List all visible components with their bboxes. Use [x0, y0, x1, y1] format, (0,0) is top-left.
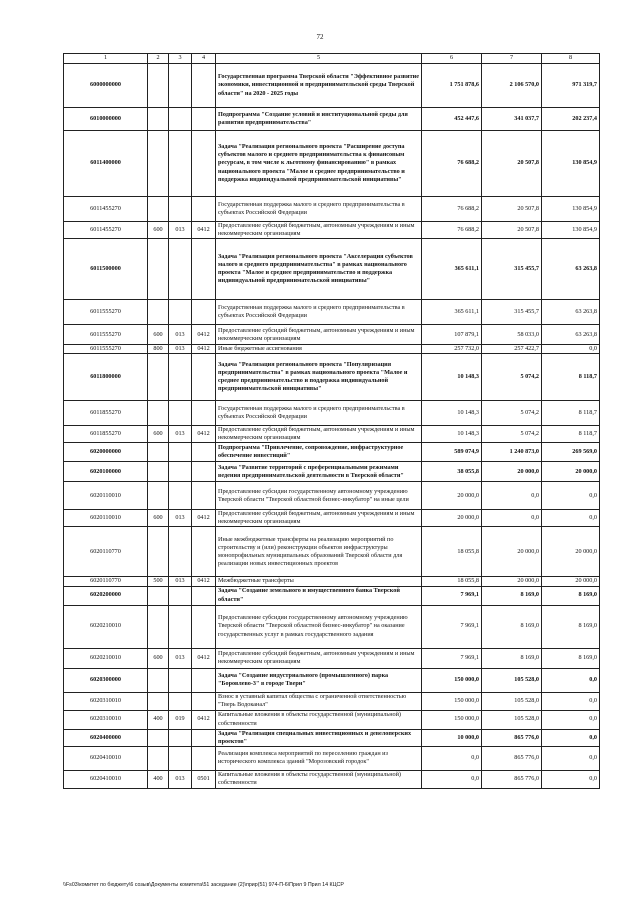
- c4-cell: [192, 586, 216, 605]
- value-col6-cell: 20 000,0: [422, 510, 482, 527]
- value-col8-cell: 130 854,9: [542, 197, 600, 222]
- c2-cell: [148, 729, 169, 746]
- c4-cell: 0412: [192, 510, 216, 527]
- value-col7-cell: 0,0: [482, 482, 542, 510]
- c2-cell: [148, 443, 169, 462]
- table-row: [64, 222, 600, 239]
- c2-cell: 600: [148, 510, 169, 527]
- c4-cell: 0412: [192, 345, 216, 354]
- description-cell: Межбюджетные трансферты: [216, 577, 422, 586]
- c3-cell: 013: [169, 648, 192, 668]
- code-cell: 6020200000: [64, 586, 148, 605]
- table-row: [64, 131, 600, 197]
- table-row: [64, 710, 600, 729]
- description-cell: Подпрограмма "Привлечение, сопровождение, инфраструктурное обеспечение инвестиций": [216, 443, 422, 462]
- value-col6-cell: 10 000,0: [422, 729, 482, 746]
- page-number: 72: [316, 33, 324, 41]
- value-col6-cell: 365 611,1: [422, 300, 482, 325]
- c3-cell: [169, 605, 192, 648]
- c2-cell: [148, 239, 169, 300]
- code-cell: 6020110010: [64, 482, 148, 510]
- c3-cell: 013: [169, 222, 192, 239]
- description-cell: Государственная поддержка малого и среднего предпринимательства в субъектах Российской Федерации: [216, 401, 422, 426]
- value-col7-cell: 105 528,0: [482, 668, 542, 692]
- description-cell: Задача "Реализация регионального проекта "Популяризация предпринимательства" в рамках национального проекта "Малое и среднее предпринимательство и поддержка индивидуальной предпринимательской инициативы": [216, 354, 422, 401]
- value-col7-cell: 341 037,7: [482, 108, 542, 131]
- c2-cell: [148, 197, 169, 222]
- c3-cell: [169, 108, 192, 131]
- c2-cell: 500: [148, 577, 169, 586]
- c2-cell: 800: [148, 345, 169, 354]
- value-col7-cell: 8 169,0: [482, 648, 542, 668]
- description-cell: Предоставление субсидии государственному автономному учреждению Тверской области "Тверской областной бизнес-инкубатор" на иные цели: [216, 482, 422, 510]
- c2-cell: [148, 401, 169, 426]
- table-row: [64, 345, 600, 354]
- value-col8-cell: 8 118,7: [542, 426, 600, 443]
- c4-cell: [192, 527, 216, 577]
- value-col8-cell: 130 854,9: [542, 131, 600, 197]
- code-cell: 6020300000: [64, 668, 148, 692]
- header-cell: 1: [64, 54, 148, 64]
- c3-cell: 013: [169, 426, 192, 443]
- value-col6-cell: 1 751 878,6: [422, 64, 482, 108]
- value-col8-cell: 0,0: [542, 345, 600, 354]
- value-col6-cell: 0,0: [422, 770, 482, 788]
- c4-cell: [192, 668, 216, 692]
- value-col8-cell: 202 237,4: [542, 108, 600, 131]
- description-cell: Капитальные вложения в объекты государственной (муниципальной) собственности: [216, 710, 422, 729]
- value-col6-cell: 150 000,0: [422, 668, 482, 692]
- value-col8-cell: 0,0: [542, 710, 600, 729]
- table-row: [64, 668, 600, 692]
- description-cell: Иные межбюджетные трансферты на реализацию мероприятий по строительству и (или) реконструкции объектов инфраструктуры монопрофильных муниципальных образований Тверской области для реализации новых инвестиционных проектов: [216, 527, 422, 577]
- c2-cell: 600: [148, 222, 169, 239]
- value-col6-cell: 20 000,0: [422, 482, 482, 510]
- table-row: [64, 426, 600, 443]
- description-cell: Государственная поддержка малого и среднего предпринимательства в субъектах Российской Федерации: [216, 300, 422, 325]
- code-cell: 6020410010: [64, 746, 148, 770]
- value-col8-cell: 0,0: [542, 668, 600, 692]
- table-row: [64, 510, 600, 527]
- table-row: [64, 239, 600, 300]
- description-cell: Государственная программа Тверской области "Эффективное развитие экономики, инвестиционной и предпринимательской среды Тверской области" на 2020 - 2025 годы: [216, 64, 422, 108]
- c3-cell: [169, 462, 192, 482]
- table-row: [64, 527, 600, 577]
- c4-cell: [192, 108, 216, 131]
- description-cell: Взнос в уставный капитал общества с ограниченной ответственностью "Тверь Водоканал": [216, 692, 422, 710]
- c3-cell: [169, 729, 192, 746]
- value-col7-cell: 8 169,0: [482, 586, 542, 605]
- c3-cell: 019: [169, 710, 192, 729]
- table-row: [64, 443, 600, 462]
- description-cell: Государственная поддержка малого и среднего предпринимательства в субъектах Российской Федерации: [216, 197, 422, 222]
- value-col7-cell: 1 240 873,0: [482, 443, 542, 462]
- description-cell: Задача "Развитие территорий с преференциальными режимами ведения предпринимательской деятельности в Тверской области": [216, 462, 422, 482]
- value-col8-cell: 130 854,9: [542, 222, 600, 239]
- value-col7-cell: 5 074,2: [482, 426, 542, 443]
- c4-cell: [192, 746, 216, 770]
- value-col8-cell: 8 118,7: [542, 401, 600, 426]
- code-cell: 6011855270: [64, 401, 148, 426]
- c2-cell: [148, 64, 169, 108]
- table-row: [64, 108, 600, 131]
- value-col8-cell: 8 118,7: [542, 354, 600, 401]
- budget-table: [63, 53, 600, 789]
- value-col6-cell: 10 148,3: [422, 426, 482, 443]
- description-cell: Иные бюджетные ассигнования: [216, 345, 422, 354]
- value-col6-cell: 589 074,9: [422, 443, 482, 462]
- file-path-footer: \\Fs03\комитет по бюджету\6 созыв\Документы комитета\51 заседание (2)\прир(51) 974-П-6\Прил 9 Прил 14 КЦСР: [63, 882, 344, 888]
- c4-cell: [192, 401, 216, 426]
- c4-cell: [192, 692, 216, 710]
- code-cell: 6020110770: [64, 577, 148, 586]
- value-col7-cell: 2 106 570,0: [482, 64, 542, 108]
- c3-cell: [169, 443, 192, 462]
- header-cell: 5: [216, 54, 422, 64]
- c4-cell: [192, 605, 216, 648]
- c3-cell: [169, 354, 192, 401]
- c2-cell: 400: [148, 770, 169, 788]
- table-row: [64, 746, 600, 770]
- header-cell: 6: [422, 54, 482, 64]
- value-col7-cell: 20 507,8: [482, 131, 542, 197]
- table-row: [64, 605, 600, 648]
- value-col8-cell: 0,0: [542, 746, 600, 770]
- value-col7-cell: 865 776,0: [482, 746, 542, 770]
- c3-cell: 013: [169, 325, 192, 345]
- c4-cell: [192, 64, 216, 108]
- value-col7-cell: 105 528,0: [482, 710, 542, 729]
- code-cell: 6011555270: [64, 345, 148, 354]
- description-cell: Задача "Реализация специальных инвестиционных и девелоперских проектов": [216, 729, 422, 746]
- c2-cell: 400: [148, 710, 169, 729]
- value-col7-cell: 20 507,8: [482, 222, 542, 239]
- table-row: [64, 482, 600, 510]
- value-col6-cell: 18 055,8: [422, 577, 482, 586]
- c2-cell: [148, 586, 169, 605]
- value-col6-cell: 452 447,6: [422, 108, 482, 131]
- code-cell: 6020400000: [64, 729, 148, 746]
- table-row: [64, 648, 600, 668]
- code-cell: 6020110010: [64, 510, 148, 527]
- c4-cell: 0412: [192, 710, 216, 729]
- value-col8-cell: 63 263,8: [542, 300, 600, 325]
- c4-cell: [192, 729, 216, 746]
- description-cell: Предоставление субсидий бюджетным, автономным учреждениям и иным некоммерческим организациям: [216, 510, 422, 527]
- code-cell: 6020310010: [64, 692, 148, 710]
- c4-cell: [192, 482, 216, 510]
- c3-cell: 013: [169, 770, 192, 788]
- c4-cell: 0412: [192, 648, 216, 668]
- value-col7-cell: 20 000,0: [482, 462, 542, 482]
- c4-cell: [192, 354, 216, 401]
- value-col6-cell: 76 688,2: [422, 197, 482, 222]
- code-cell: 6011400000: [64, 131, 148, 197]
- code-cell: 6020210010: [64, 648, 148, 668]
- value-col7-cell: 0,0: [482, 510, 542, 527]
- description-cell: Задача "Создание индустриального (промышленного) парка "Боровлево-3" в городе Твери": [216, 668, 422, 692]
- c2-cell: [148, 668, 169, 692]
- value-col6-cell: 10 148,3: [422, 401, 482, 426]
- c3-cell: 013: [169, 577, 192, 586]
- table-row: [64, 770, 600, 788]
- description-cell: Реализация комплекса мероприятий по переселению граждан из исторического комплекса зданий "Морозовский городок": [216, 746, 422, 770]
- description-cell: Капитальные вложения в объекты государственной (муниципальной) собственности: [216, 770, 422, 788]
- value-col8-cell: 0,0: [542, 482, 600, 510]
- value-col8-cell: 0,0: [542, 692, 600, 710]
- c4-cell: [192, 462, 216, 482]
- c4-cell: [192, 443, 216, 462]
- table-row: [64, 300, 600, 325]
- code-cell: 6020310010: [64, 710, 148, 729]
- code-cell: 6000000000: [64, 64, 148, 108]
- header-cell: 7: [482, 54, 542, 64]
- c2-cell: [148, 746, 169, 770]
- header-row: [64, 54, 600, 64]
- header-cell: 8: [542, 54, 600, 64]
- value-col6-cell: 76 688,2: [422, 131, 482, 197]
- table-row: [64, 197, 600, 222]
- code-cell: 6011800000: [64, 354, 148, 401]
- table-row: [64, 64, 600, 108]
- c2-cell: [148, 131, 169, 197]
- description-cell: Задача "Реализация регионального проекта "Расширение доступа субъектов малого и среднего предпринимательства к финансовым ресурсам, в том числе к льготному финансированию" в рамках национального проекта "Малое и среднее предпринимательство и поддержка индивидуальной предпринимательской инициативы": [216, 131, 422, 197]
- table-row: [64, 354, 600, 401]
- value-col6-cell: 76 688,2: [422, 222, 482, 239]
- value-col7-cell: 315 455,7: [482, 300, 542, 325]
- value-col8-cell: 20 000,0: [542, 462, 600, 482]
- c3-cell: [169, 586, 192, 605]
- value-col6-cell: 150 000,0: [422, 710, 482, 729]
- value-col8-cell: 20 000,0: [542, 577, 600, 586]
- header-cell: 3: [169, 54, 192, 64]
- c3-cell: [169, 131, 192, 197]
- value-col7-cell: 257 422,7: [482, 345, 542, 354]
- description-cell: Подпрограмма "Создание условий и институциональной среды для развития предпринимательства": [216, 108, 422, 131]
- code-cell: 6020410010: [64, 770, 148, 788]
- c3-cell: [169, 668, 192, 692]
- value-col7-cell: 865 776,0: [482, 729, 542, 746]
- c3-cell: [169, 64, 192, 108]
- code-cell: 6010000000: [64, 108, 148, 131]
- c4-cell: 0412: [192, 325, 216, 345]
- description-cell: Предоставление субсидий бюджетным, автономным учреждениям и иным некоммерческим организациям: [216, 648, 422, 668]
- value-col8-cell: 63 263,8: [542, 239, 600, 300]
- value-col8-cell: 0,0: [542, 770, 600, 788]
- c3-cell: [169, 401, 192, 426]
- value-col7-cell: 105 528,0: [482, 692, 542, 710]
- value-col7-cell: 58 033,0: [482, 325, 542, 345]
- c3-cell: [169, 300, 192, 325]
- value-col6-cell: 257 732,0: [422, 345, 482, 354]
- value-col6-cell: 365 611,1: [422, 239, 482, 300]
- c4-cell: [192, 131, 216, 197]
- c2-cell: [148, 605, 169, 648]
- value-col8-cell: 8 169,0: [542, 648, 600, 668]
- c4-cell: 0412: [192, 577, 216, 586]
- value-col7-cell: 20 000,0: [482, 527, 542, 577]
- value-col7-cell: 8 169,0: [482, 605, 542, 648]
- value-col7-cell: 5 074,2: [482, 354, 542, 401]
- code-cell: 6011855270: [64, 426, 148, 443]
- value-col8-cell: 269 569,0: [542, 443, 600, 462]
- header-cell: 2: [148, 54, 169, 64]
- value-col6-cell: 107 879,1: [422, 325, 482, 345]
- c3-cell: [169, 746, 192, 770]
- value-col7-cell: 5 074,2: [482, 401, 542, 426]
- code-cell: 6020110770: [64, 527, 148, 577]
- value-col8-cell: 8 169,0: [542, 586, 600, 605]
- code-cell: 6020000000: [64, 443, 148, 462]
- c2-cell: 600: [148, 648, 169, 668]
- value-col7-cell: 315 455,7: [482, 239, 542, 300]
- value-col8-cell: 0,0: [542, 510, 600, 527]
- value-col8-cell: 971 319,7: [542, 64, 600, 108]
- code-cell: 6011455270: [64, 197, 148, 222]
- code-cell: 6011455270: [64, 222, 148, 239]
- code-cell: 6020100000: [64, 462, 148, 482]
- c2-cell: 600: [148, 426, 169, 443]
- value-col6-cell: 38 055,8: [422, 462, 482, 482]
- c4-cell: [192, 239, 216, 300]
- value-col7-cell: 20 507,8: [482, 197, 542, 222]
- value-col6-cell: 18 055,8: [422, 527, 482, 577]
- value-col6-cell: 0,0: [422, 746, 482, 770]
- c4-cell: 0501: [192, 770, 216, 788]
- value-col6-cell: 7 969,1: [422, 648, 482, 668]
- c2-cell: [148, 108, 169, 131]
- c4-cell: 0412: [192, 426, 216, 443]
- value-col6-cell: 7 969,1: [422, 586, 482, 605]
- table-row: [64, 692, 600, 710]
- c2-cell: [148, 462, 169, 482]
- table-row: [64, 577, 600, 586]
- value-col8-cell: 0,0: [542, 729, 600, 746]
- code-cell: 6011555270: [64, 300, 148, 325]
- value-col6-cell: 7 969,1: [422, 605, 482, 648]
- description-cell: Предоставление субсидии государственному автономному учреждению Тверской области "Тверской областной бизнес-инкубатор" на оказание государственных услуг в рамках государственного задания: [216, 605, 422, 648]
- code-cell: 6011500000: [64, 239, 148, 300]
- description-cell: Предоставление субсидий бюджетным, автономным учреждениям и иным некоммерческим организациям: [216, 325, 422, 345]
- value-col6-cell: 150 000,0: [422, 692, 482, 710]
- value-col6-cell: 10 148,3: [422, 354, 482, 401]
- header-cell: 4: [192, 54, 216, 64]
- c3-cell: [169, 527, 192, 577]
- description-cell: Предоставление субсидий бюджетным, автономным учреждениям и иным некоммерческим организациям: [216, 222, 422, 239]
- c2-cell: [148, 482, 169, 510]
- value-col7-cell: 865 776,0: [482, 770, 542, 788]
- c3-cell: [169, 482, 192, 510]
- c4-cell: 0412: [192, 222, 216, 239]
- table-row: [64, 729, 600, 746]
- value-col8-cell: 20 000,0: [542, 527, 600, 577]
- table-row: [64, 586, 600, 605]
- c4-cell: [192, 300, 216, 325]
- table-row: [64, 325, 600, 345]
- code-cell: 6011555270: [64, 325, 148, 345]
- value-col7-cell: 20 000,0: [482, 577, 542, 586]
- c2-cell: 600: [148, 325, 169, 345]
- c2-cell: [148, 692, 169, 710]
- table-row: [64, 462, 600, 482]
- description-cell: Предоставление субсидий бюджетным, автономным учреждениям и иным некоммерческим организациям: [216, 426, 422, 443]
- c3-cell: [169, 692, 192, 710]
- c3-cell: [169, 239, 192, 300]
- c2-cell: [148, 300, 169, 325]
- value-col8-cell: 8 169,0: [542, 605, 600, 648]
- c3-cell: [169, 197, 192, 222]
- c2-cell: [148, 354, 169, 401]
- value-col8-cell: 63 263,8: [542, 325, 600, 345]
- c3-cell: 013: [169, 345, 192, 354]
- c2-cell: [148, 527, 169, 577]
- c4-cell: [192, 197, 216, 222]
- code-cell: 6020210010: [64, 605, 148, 648]
- c3-cell: 013: [169, 510, 192, 527]
- description-cell: Задача "Создание земельного и имущественного банка Тверской области": [216, 586, 422, 605]
- table-row: [64, 401, 600, 426]
- description-cell: Задача "Реализация регионального проекта "Акселерация субъектов малого и среднего предпринимательства" в рамках национального проекта "Малое и среднее предпринимательство и поддержка индивидуальной предпринимательской инициативы": [216, 239, 422, 300]
